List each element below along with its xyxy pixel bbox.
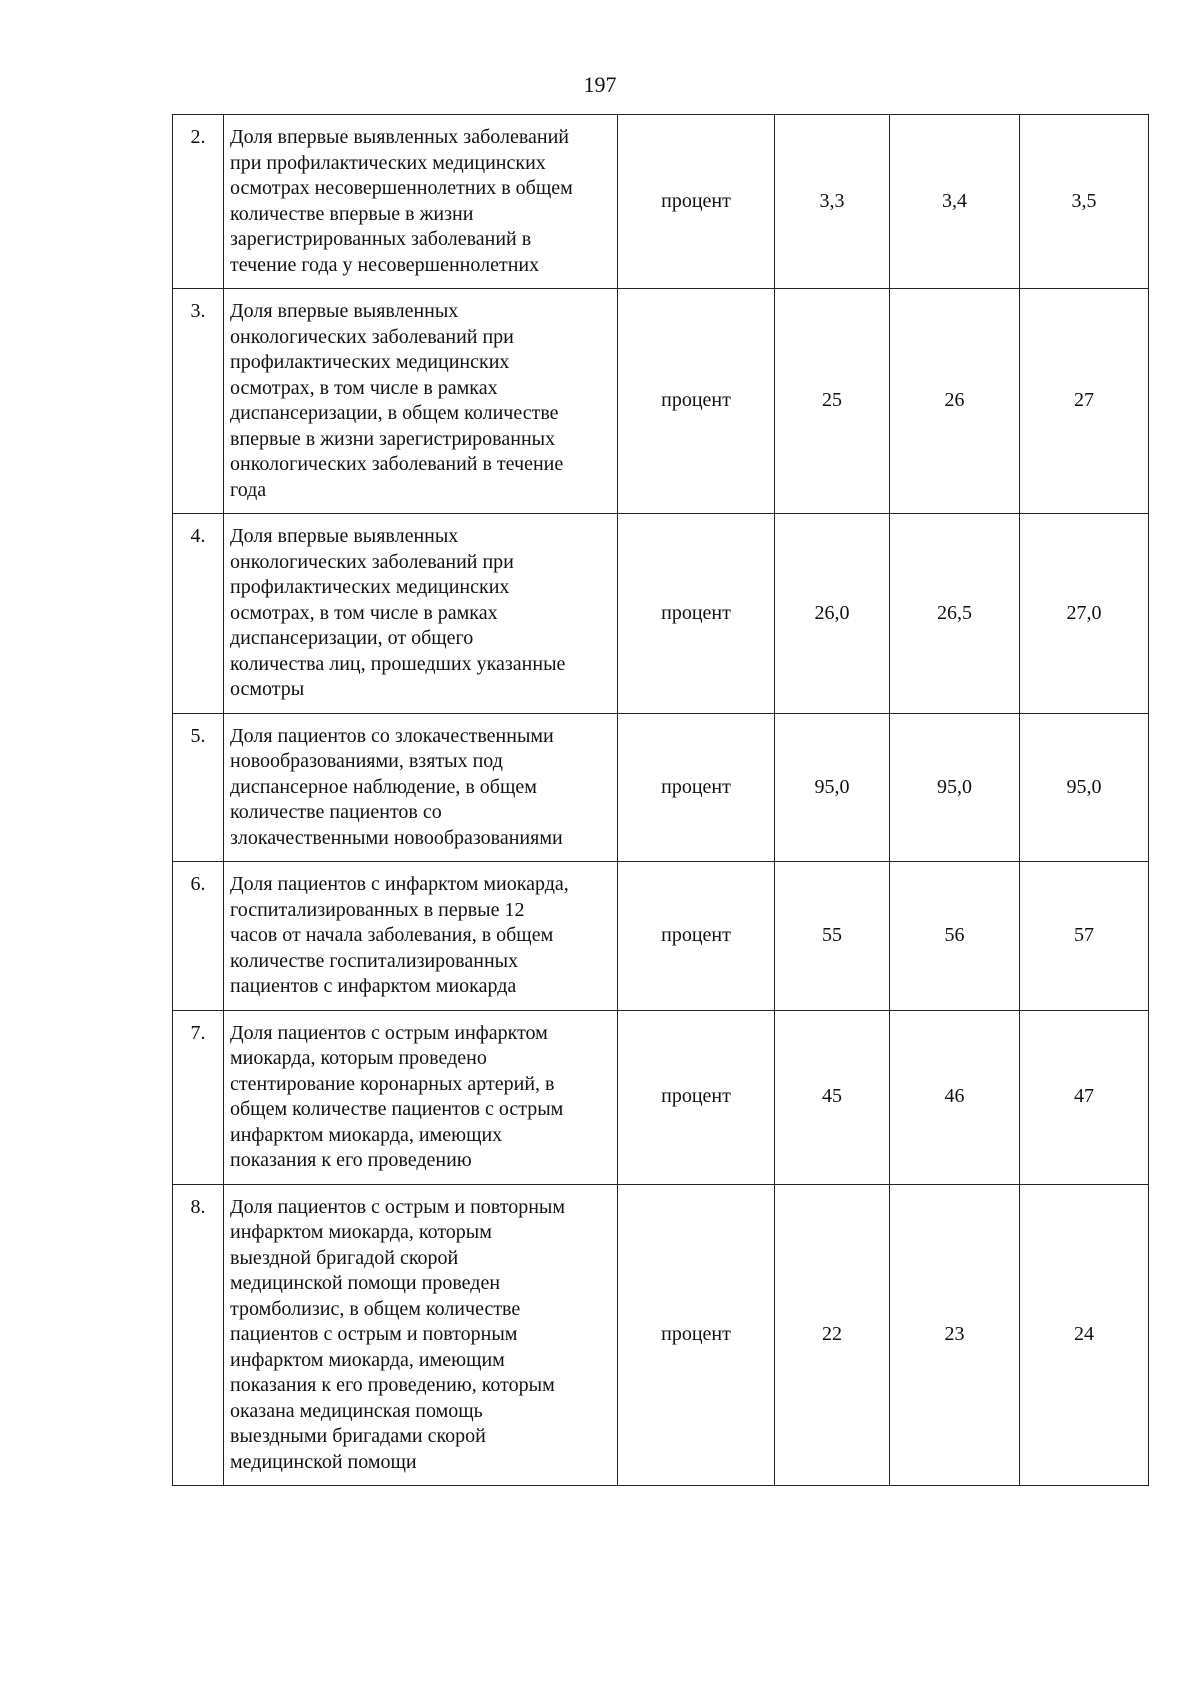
unit-cell: процент — [618, 713, 775, 862]
row-number-cell: 4. — [173, 514, 224, 714]
table-row — [173, 514, 1149, 714]
indicator-name-line: показания к его проведению — [230, 1149, 472, 1171]
indicator-name-cell — [224, 514, 618, 714]
indicator-name-line: осмотры — [230, 678, 305, 700]
page-number: 197 — [583, 72, 617, 97]
indicator-name-line: выездными бригадами скорой — [230, 1425, 486, 1447]
indicator-name-line: Доля впервые выявленных — [230, 525, 459, 547]
value-cell-2: 3,4 — [890, 115, 1020, 289]
indicator-name-line: общем количестве пациентов с острым — [230, 1098, 564, 1120]
value-cell-2: 26,5 — [890, 514, 1020, 714]
table-row — [173, 1184, 1149, 1486]
indicator-name-line: выездной бригадой скорой — [230, 1246, 459, 1269]
indicator-name-line: онкологических заболеваний при — [230, 325, 514, 348]
indicator-name-line: Доля пациентов со злокачественными — [230, 724, 554, 747]
indicator-name-line: впервые в жизни зарегистрированных — [230, 427, 556, 450]
unit-cell: процент — [618, 514, 775, 714]
indicator-name-line: года — [230, 478, 267, 501]
indicator-name-line: инфарктом миокарда, имеющим — [230, 1348, 505, 1371]
indicator-name-line: госпитализированных в первые 12 — [230, 898, 525, 921]
indicator-name-line: инфарктом миокарда, имеющих — [230, 1123, 503, 1146]
indicator-name-line: Доля пациентов с инфарктом миокарда, — [230, 873, 569, 895]
value-cell-3: 27,0 — [1020, 514, 1149, 714]
indicator-name-line: показания к его проведению, которым — [230, 1374, 555, 1396]
value-cell-1: 95,0 — [775, 713, 890, 862]
row-number-cell: 3. — [173, 289, 224, 514]
indicator-name-line: часов от начала заболевания, в общем — [230, 924, 554, 946]
indicator-name-line: пациентов с инфарктом миокарда — [230, 975, 517, 997]
indicator-name-line: профилактических медицинских — [230, 351, 510, 373]
indicator-name-line: диспансерное наблюдение, в общем — [230, 775, 537, 798]
indicator-name-line: количестве пациентов со — [230, 801, 442, 823]
indicator-name-line: количестве впервые в жизни — [230, 202, 474, 225]
value-cell-1: 55 — [775, 862, 890, 1011]
indicator-name-line: тромболизис, в общем количестве — [230, 1297, 521, 1320]
indicator-name-line: онкологических заболеваний при — [230, 550, 514, 573]
indicator-name-line: оказана медицинская помощь — [230, 1399, 483, 1422]
indicator-name-line: осмотрах, в том числе в рамках — [230, 376, 498, 399]
row-number-cell: 2. — [173, 115, 224, 289]
unit-cell: процент — [618, 1184, 775, 1486]
value-cell-3: 47 — [1020, 1010, 1149, 1184]
indicator-name-line: Доля пациентов с острым и повторным — [230, 1195, 565, 1218]
table-row — [173, 1010, 1149, 1184]
value-cell-2: 26 — [890, 289, 1020, 514]
value-cell-3: 24 — [1020, 1184, 1149, 1486]
indicator-name-line: количества лиц, прошедших указанные — [230, 652, 566, 675]
value-cell-1: 22 — [775, 1184, 890, 1486]
table-row — [173, 713, 1149, 862]
unit-cell: процент — [618, 1010, 775, 1184]
indicator-name-line: медицинской помощи проведен — [230, 1272, 501, 1294]
row-number-cell: 7. — [173, 1010, 224, 1184]
indicator-name-line: при профилактических медицинских — [230, 151, 546, 174]
value-cell-3: 57 — [1020, 862, 1149, 1011]
indicator-name-cell — [224, 1184, 618, 1486]
indicator-name-line: зарегистрированных заболеваний в — [230, 228, 532, 250]
indicator-name-cell — [224, 1010, 618, 1184]
value-cell-1: 45 — [775, 1010, 890, 1184]
unit-cell: процент — [618, 862, 775, 1011]
unit-cell: процент — [618, 115, 775, 289]
indicator-name-line: стентирование коронарных артерий, в — [230, 1072, 555, 1095]
indicator-name-line: профилактических медицинских — [230, 576, 510, 598]
indicators-table — [172, 114, 1149, 1486]
indicator-name-line: диспансеризации, в общем количестве — [230, 402, 559, 424]
table-row — [173, 289, 1149, 514]
value-cell-1: 3,3 — [775, 115, 890, 289]
value-cell-3: 27 — [1020, 289, 1149, 514]
indicator-name-line: пациентов с острым и повторным — [230, 1323, 518, 1345]
row-number-cell: 8. — [173, 1184, 224, 1486]
row-number-cell: 5. — [173, 713, 224, 862]
indicator-name-line: осмотрах несовершеннолетних в общем — [230, 177, 573, 199]
indicator-name-line: течение года у несовершеннолетних — [230, 253, 540, 276]
value-cell-3: 95,0 — [1020, 713, 1149, 862]
indicator-name-line: медицинской помощи — [230, 1450, 417, 1473]
value-cell-2: 23 — [890, 1184, 1020, 1486]
indicator-name-line: количестве госпитализированных — [230, 949, 519, 972]
indicator-name-line: онкологических заболеваний в течение — [230, 453, 564, 475]
indicator-name-cell — [224, 713, 618, 862]
indicator-name-line: осмотрах, в том числе в рамках — [230, 601, 498, 624]
unit-cell: процент — [618, 289, 775, 514]
indicator-name-line: новообразованиями, взятых под — [230, 750, 503, 772]
indicator-name-line: диспансеризации, от общего — [230, 627, 474, 649]
value-cell-1: 26,0 — [775, 514, 890, 714]
indicator-name-line: Доля пациентов с острым инфарктом — [230, 1021, 548, 1044]
indicator-name-line: Доля впервые выявленных заболеваний — [230, 126, 570, 148]
table-row — [173, 115, 1149, 289]
value-cell-2: 56 — [890, 862, 1020, 1011]
indicator-name-line: Доля впервые выявленных — [230, 300, 459, 322]
indicator-name-cell — [224, 115, 618, 289]
value-cell-2: 46 — [890, 1010, 1020, 1184]
value-cell-2: 95,0 — [890, 713, 1020, 862]
indicator-name-cell — [224, 289, 618, 514]
indicator-name-line: миокарда, которым проведено — [230, 1047, 487, 1069]
row-number-cell: 6. — [173, 862, 224, 1011]
indicator-name-line: инфарктом миокарда, которым — [230, 1221, 492, 1243]
value-cell-3: 3,5 — [1020, 115, 1149, 289]
indicator-name-line: злокачественными новообразованиями — [230, 826, 563, 849]
indicators-table-body — [173, 115, 1149, 1486]
table-row — [173, 862, 1149, 1011]
value-cell-1: 25 — [775, 289, 890, 514]
indicator-name-cell — [224, 862, 618, 1011]
